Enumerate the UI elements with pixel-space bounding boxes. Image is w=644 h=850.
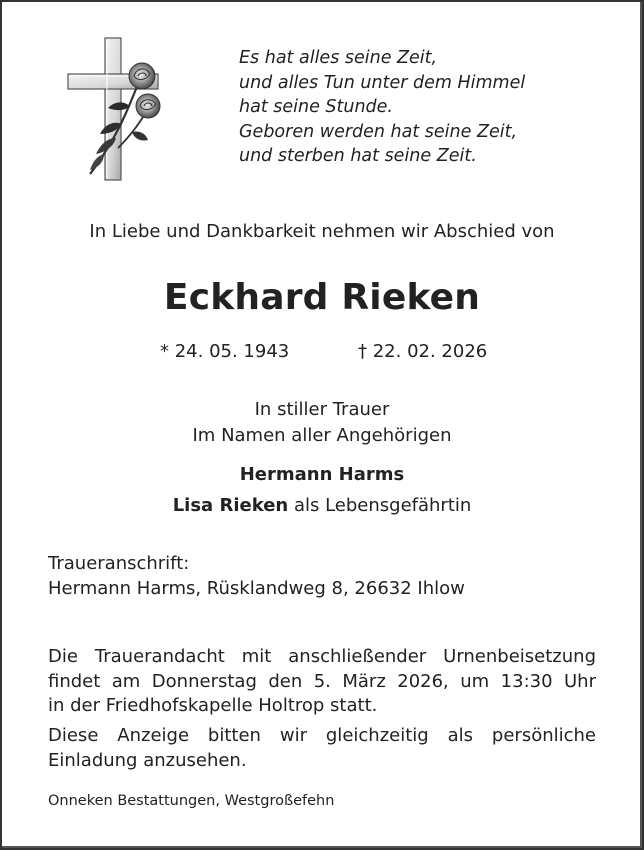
- cross-with-roses-icon: [60, 34, 170, 184]
- verse-line: Es hat alles seine Zeit,: [239, 48, 438, 68]
- service-line: findet am Donnerstag den 5. März 2026, um 13:30 Uhr: [48, 670, 596, 692]
- mourning-line: Im Namen aller Angehörigen: [192, 425, 452, 446]
- verse-line: Geboren werden hat seine Zeit,: [239, 121, 518, 142]
- signer-1-name: Hermann Harms: [239, 464, 405, 485]
- invitation-line: Einladung anzusehen.: [48, 749, 247, 771]
- verse: [239, 46, 525, 169]
- verse-line: hat seine Stunde.: [239, 97, 393, 117]
- verse-line: und sterben hat seine Zeit.: [239, 146, 477, 166]
- intro-text: In Liebe und Dankbarkeit nehmen wir Abschied von: [89, 221, 555, 242]
- invitation-paragraph: [48, 724, 596, 773]
- service-paragraph: [48, 645, 596, 719]
- signer-1: [0, 463, 644, 487]
- signer-2-role: als Lebensgefährtin: [288, 495, 472, 516]
- service-line: in der Friedhofskapelle Holtrop statt.: [48, 695, 378, 716]
- deceased-name: Eckhard Rieken: [163, 277, 481, 318]
- signer-2-name: Lisa Rieken: [172, 495, 289, 516]
- mourning-address: [48, 552, 596, 601]
- verse-line: und alles Tun unter dem Himmel: [239, 72, 526, 93]
- service-line: Die Trauerandacht mit anschließender Urnenbeisetzung: [48, 646, 596, 667]
- address-value: Hermann Harms, Rüsklandweg 8, 26632 Ihlow: [48, 577, 465, 599]
- mourning-line: In stiller Trauer: [254, 399, 390, 420]
- mourning-lines: [0, 397, 644, 449]
- birth-date: * 24. 05. 1943: [160, 341, 290, 362]
- death-date: † 22. 02. 2026: [358, 341, 488, 362]
- funeral-home-footer: Onneken Bestattungen, Westgroßefehn: [48, 793, 335, 809]
- address-label: Traueranschrift:: [48, 553, 190, 574]
- signer-2: [0, 494, 644, 518]
- invitation-line: Diese Anzeige bitten wir gleichzeitig als persönliche: [48, 725, 596, 746]
